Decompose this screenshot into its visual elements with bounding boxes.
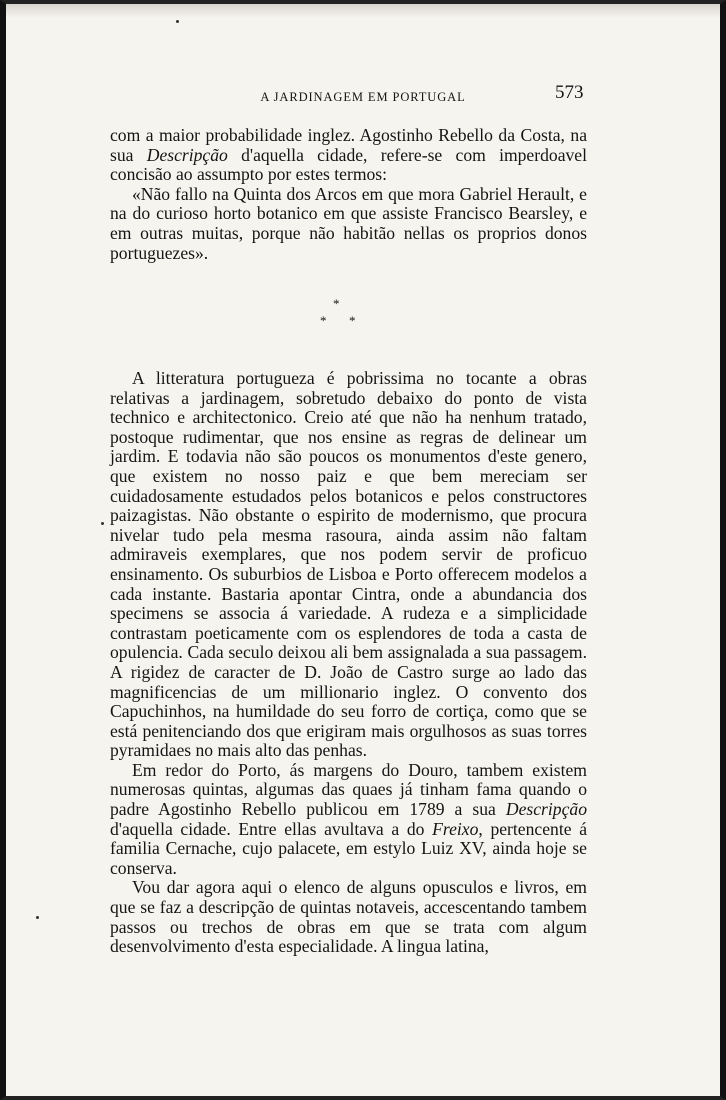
paragraph-continued: com a maior probabilidade inglez. Agostinho Rebello da Costa, na sua Descripção d'aquella cidade, refere-se com imperdoavel concisão ao assumpto por estes termos:	[110, 125, 587, 185]
paragraph-quotation: «Não fallo na Quinta dos Arcos em que mora Gabriel Herault, e na do curioso horto botanico em que assiste Francisco Bearsley, e em outras muitas, porque não habitão nellas os proprios donos portuguezes».	[110, 183, 587, 263]
paragraph-porto: Em redor do Porto, ás margens do Douro, tambem existem numerosas quintas, algumas das quaes já tinham fama quando o padre Agostinho Rebello publicou em 1789 a sua Descripção d'aquella cidade. Entre ellas avultava a do Freixo, pertencente á familia Cernache, cujo palacete, em estylo Luiz XV, ainda hoje se conserva.	[110, 759, 587, 878]
ink-speck	[176, 20, 179, 23]
asterisk-glyph: *	[349, 313, 356, 328]
ink-speck	[101, 522, 104, 525]
asterisk-glyph: *	[320, 313, 327, 328]
paragraph-literature: A litteratura portugueza é pobrissima no tocante a obras relativas a jardinagem, sobretudo debaixo do ponto de vista technico e architectonico. Creio até que não ha nenhum tratado, postoque rudimentar, que nos ensine as regras de delinear um jardim. E todavia não são poucos os monumentos d'este genero, que existem no nosso paiz e que bem mereciam ser cuidadosamente estudados pelos botanicos e pelos constructores paizagistas. Não obstante o espirito de modernismo, que procura nivelar tudo pela mesma rasoura, ainda assim não faltam admiraveis exemplares, que nos podem servir de proficuo ensinamento. Os suburbios de Lisboa e Porto offerecem modelos a cada instante. Bastaria apontar Cintra, onde a abundancia dos specimens se associa á variedade. A rudeza e a simplicidade contrastam poeticamente com os esplendores de toda a casta de opulencia. Cada seculo deixou ali bem assignalada a sua passagem. A rigidez de caracter de D. João de Castro surge ao lado das magnificencias de um millionario inglez. O convento dos Capuchinhos, na humildade do seu forro de cortiça, como que se está penitenciando dos que erigiram mais orgulhosos as suas torres pyramidaes no mais alto das penhas.	[110, 368, 587, 761]
text-block-main	[110, 369, 587, 957]
page-number: 573	[555, 82, 584, 103]
running-title: A JARDINAGEM EM PORTUGAL	[260, 90, 466, 104]
asterism-ornament	[306, 296, 370, 332]
page-edge-shadow	[6, 4, 720, 18]
asterisk-glyph: *	[333, 296, 340, 311]
ink-speck	[36, 916, 39, 919]
text-block-top	[110, 126, 587, 263]
paragraph-list-intro: Vou dar agora aqui o elenco de alguns opusculos e livros, em que se faz a descripção de quintas notaveis, accescentando tambem passos ou trechos de obras em que se trata com algum desenvolvimento d'esta especialidade. A lingua latina,	[110, 877, 587, 957]
